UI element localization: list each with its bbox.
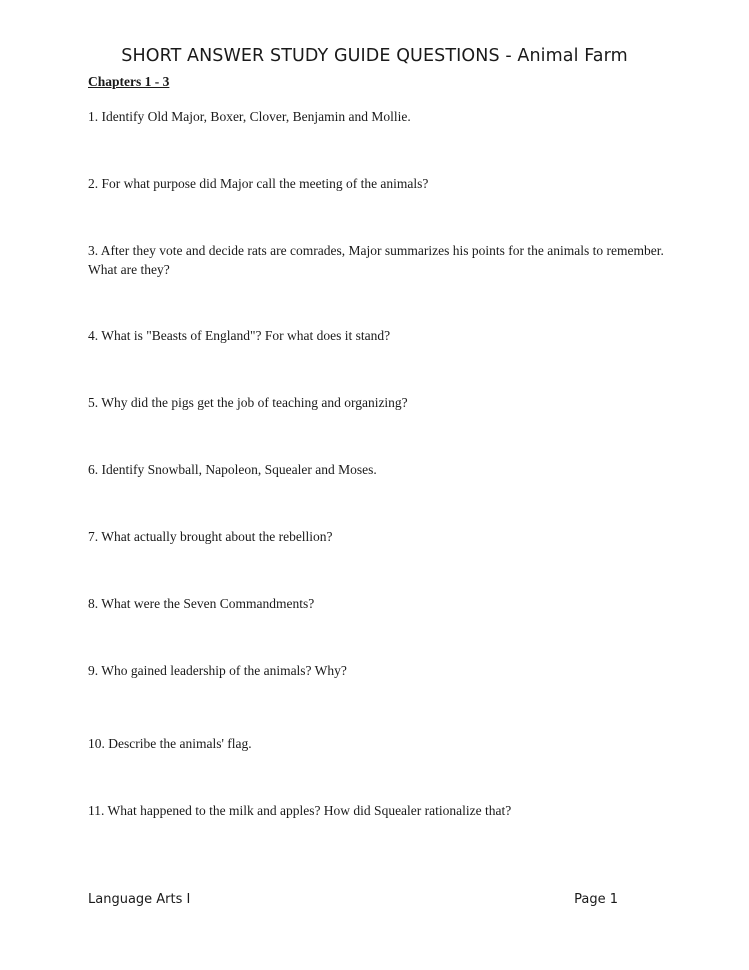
question-4: 4. What is "Beasts of England"? For what does it stand? bbox=[88, 328, 391, 343]
section-heading: Chapters 1 - 3 bbox=[88, 74, 170, 89]
question-8: 8. What were the Seven Commandments? bbox=[88, 596, 315, 611]
question-5: 5. Why did the pigs get the job of teaching and organizing? bbox=[88, 395, 408, 410]
question-9: 9. Who gained leadership of the animals? Why? bbox=[88, 663, 347, 678]
question-1: 1. Identify Old Major, Boxer, Clover, Benjamin and Mollie. bbox=[88, 109, 411, 124]
footer-course: Language Arts I bbox=[88, 892, 191, 907]
question-3: 3. After they vote and decide rats are comrades, Major summarizes his points for the animals to remember. What are they? bbox=[88, 243, 664, 277]
question-2: 2. For what purpose did Major call the meeting of the animals? bbox=[88, 176, 429, 191]
page-title: SHORT ANSWER STUDY GUIDE QUESTIONS - Animal Farm bbox=[121, 46, 628, 66]
question-11: 11. What happened to the milk and apples? How did Squealer rationalize that? bbox=[88, 803, 512, 818]
question-6: 6. Identify Snowball, Napoleon, Squealer and Moses. bbox=[88, 462, 377, 477]
question-7: 7. What actually brought about the rebellion? bbox=[88, 529, 333, 544]
question-10: 10. Describe the animals' flag. bbox=[88, 736, 252, 751]
footer-page-number: Page 1 bbox=[574, 892, 618, 907]
